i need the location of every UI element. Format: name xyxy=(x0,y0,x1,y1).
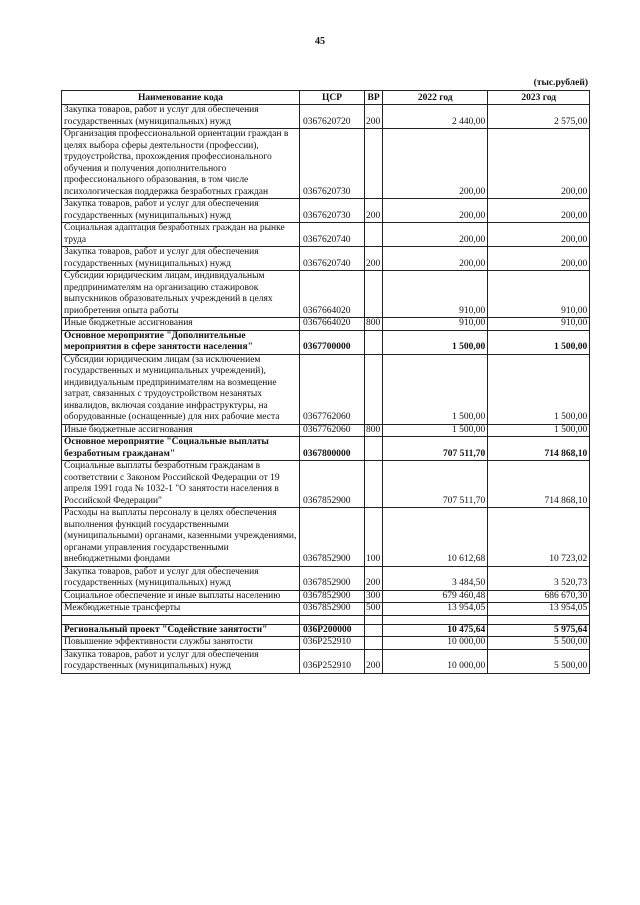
row-2022: 707 511,70 xyxy=(383,461,488,508)
row-2022: 10 000,00 xyxy=(383,649,488,673)
row-2023: 10 723,02 xyxy=(488,508,590,567)
row-2022: 200,00 xyxy=(383,247,488,271)
row-name: Межбюджетные трансферты xyxy=(62,603,300,616)
row-2023: 1 500,00 xyxy=(488,354,590,424)
row-2023: 714 868,10 xyxy=(488,437,590,461)
row-2023: 200,00 xyxy=(488,199,590,223)
row-2022: 1 500,00 xyxy=(383,424,488,437)
row-name: Повышение эффективности службы занятости xyxy=(62,637,300,650)
row-name: Основное мероприятие "Социальные выплаты безработным гражданам" xyxy=(62,437,300,461)
row-vr xyxy=(365,437,383,461)
row-2023: 3 520,73 xyxy=(488,566,590,590)
row-vr xyxy=(365,271,383,318)
row-vr: 300 xyxy=(365,590,383,603)
row-vr xyxy=(365,461,383,508)
row-vr xyxy=(365,624,383,637)
row-vr xyxy=(365,637,383,650)
header-2022: 2022 год xyxy=(383,91,488,105)
row-2022: 910,00 xyxy=(383,318,488,331)
table-row xyxy=(62,508,590,567)
row-2022: 200,00 xyxy=(383,199,488,223)
table-row xyxy=(62,590,590,603)
header-vr: ВР xyxy=(365,91,383,105)
row-2023: 714 868,10 xyxy=(488,461,590,508)
row-csr: 0367762060 xyxy=(300,354,365,424)
row-2023: 910,00 xyxy=(488,318,590,331)
row-2022: 1 500,00 xyxy=(383,354,488,424)
row-vr xyxy=(365,129,383,199)
row-2022: 13 954,05 xyxy=(383,603,488,616)
row-name: Субсидии юридическим лицам, индивидуальным предпринимателям на организацию стажировок выпускников образовательных учреждений в целях приобретения опыта работы xyxy=(62,271,300,318)
row-2023: 200,00 xyxy=(488,223,590,247)
row-2023: 5 500,00 xyxy=(488,637,590,650)
row-vr: 200 xyxy=(365,566,383,590)
row-2022 xyxy=(383,615,488,624)
row-csr: 036P252910 xyxy=(300,637,365,650)
row-csr: 0367700000 xyxy=(300,330,365,354)
row-name: Основное мероприятие "Дополнительные мероприятия в сфере занятости населения" xyxy=(62,330,300,354)
row-vr xyxy=(365,330,383,354)
row-name: Закупка товаров, работ и услуг для обеспечения государственных (муниципальных) нужд xyxy=(62,649,300,673)
row-name: Социальная адаптация безработных граждан на рынке труда xyxy=(62,223,300,247)
row-name: Организация профессиональной ориентации граждан в целях выбора сферы деятельности (профессии), трудоустройства, прохождения профессионального обучения и получения дополнительного профессионального образования, в том числе психологическая поддержка безработных граждан xyxy=(62,129,300,199)
row-csr: 0367852900 xyxy=(300,590,365,603)
row-csr: 0367852900 xyxy=(300,566,365,590)
table-row xyxy=(62,330,590,354)
row-2023 xyxy=(488,615,590,624)
row-name: Социальные выплаты безработным гражданам в соответствии с Законом Российской Федерации от 19 апреля 1991 года № 1032-1 "О занятости населения в Российской Федерации" xyxy=(62,461,300,508)
row-2023: 686 670,30 xyxy=(488,590,590,603)
row-name xyxy=(62,615,300,624)
table-row xyxy=(62,649,590,673)
row-name: Иные бюджетные ассигнования xyxy=(62,318,300,331)
row-2022: 200,00 xyxy=(383,223,488,247)
table-row xyxy=(62,354,590,424)
row-vr: 500 xyxy=(365,603,383,616)
row-vr: 200 xyxy=(365,105,383,129)
row-vr: 800 xyxy=(365,424,383,437)
row-2022: 10 475,64 xyxy=(383,624,488,637)
table-row xyxy=(62,271,590,318)
row-2022: 910,00 xyxy=(383,271,488,318)
row-2022: 10 000,00 xyxy=(383,637,488,650)
row-name: Субсидии юридическим лицам (за исключением государственных и муниципальных учреждений), индивидуальным предпринимателям на возмещение затрат, связанных с трудоустройством незанятых инвалидов, включая создание инфраструктуры, на оборудованные (оснащенные) для них рабочие места xyxy=(62,354,300,424)
table-row xyxy=(62,461,590,508)
table-row xyxy=(62,424,590,437)
row-vr: 800 xyxy=(365,318,383,331)
row-2022: 10 612,68 xyxy=(383,508,488,567)
row-2022: 1 500,00 xyxy=(383,330,488,354)
table-row xyxy=(62,624,590,637)
table-row xyxy=(62,637,590,650)
row-2022: 2 440,00 xyxy=(383,105,488,129)
row-vr xyxy=(365,223,383,247)
row-vr xyxy=(365,615,383,624)
row-vr: 100 xyxy=(365,508,383,567)
row-csr: 0367664020 xyxy=(300,318,365,331)
row-2023: 5 500,00 xyxy=(488,649,590,673)
row-csr: 0367852900 xyxy=(300,461,365,508)
table-row xyxy=(62,223,590,247)
table-row xyxy=(62,247,590,271)
table-body xyxy=(62,105,590,674)
row-csr: 036P200000 xyxy=(300,624,365,637)
row-name: Закупка товаров, работ и услуг для обеспечения государственных (муниципальных) нужд xyxy=(62,199,300,223)
row-csr: 0367852900 xyxy=(300,508,365,567)
table-row xyxy=(62,105,590,129)
row-2022: 707 511,70 xyxy=(383,437,488,461)
header-name: Наименование кода xyxy=(62,91,300,105)
table-row xyxy=(62,437,590,461)
row-name: Закупка товаров, работ и услуг для обеспечения государственных (муниципальных) нужд xyxy=(62,247,300,271)
row-name: Социальное обеспечение и иные выплаты населению xyxy=(62,590,300,603)
row-csr: 0367620730 xyxy=(300,129,365,199)
row-csr: 0367620730 xyxy=(300,199,365,223)
table-row xyxy=(62,603,590,616)
row-csr: 0367620740 xyxy=(300,247,365,271)
page-number: 45 xyxy=(315,36,325,47)
row-2023: 1 500,00 xyxy=(488,330,590,354)
table-row xyxy=(62,199,590,223)
row-csr: 0367800000 xyxy=(300,437,365,461)
row-name: Расходы на выплаты персоналу в целях обеспечения выполнения функций государственными (муниципальными) органами, казенными учреждениями, органами управления государственными внебюджетными фондами xyxy=(62,508,300,567)
row-name: Региональный проект "Содействие занятости" xyxy=(62,624,300,637)
row-2023: 910,00 xyxy=(488,271,590,318)
row-name: Закупка товаров, работ и услуг для обеспечения государственных (муниципальных) нужд xyxy=(62,105,300,129)
row-2022: 679 460,48 xyxy=(383,590,488,603)
table-row xyxy=(62,615,590,624)
table-row xyxy=(62,318,590,331)
row-2023: 5 975,64 xyxy=(488,624,590,637)
row-csr: 0367664020 xyxy=(300,271,365,318)
row-2023: 1 500,00 xyxy=(488,424,590,437)
row-2023: 13 954,05 xyxy=(488,603,590,616)
row-csr: 036P252910 xyxy=(300,649,365,673)
row-2023: 200,00 xyxy=(488,247,590,271)
row-name: Иные бюджетные ассигнования xyxy=(62,424,300,437)
row-vr xyxy=(365,354,383,424)
budget-table xyxy=(61,90,590,674)
row-2023: 200,00 xyxy=(488,129,590,199)
row-vr: 200 xyxy=(365,649,383,673)
units-label: (тыс.рублей) xyxy=(533,78,588,88)
row-vr: 200 xyxy=(365,247,383,271)
row-csr: 0367620740 xyxy=(300,223,365,247)
table-header-row xyxy=(62,91,590,105)
row-csr: 0367852900 xyxy=(300,603,365,616)
row-csr: 0367620720 xyxy=(300,105,365,129)
row-vr: 200 xyxy=(365,199,383,223)
row-2022: 200,00 xyxy=(383,129,488,199)
header-csr: ЦСР xyxy=(300,91,365,105)
row-name: Закупка товаров, работ и услуг для обеспечения государственных (муниципальных) нужд xyxy=(62,566,300,590)
row-2022: 3 484,50 xyxy=(383,566,488,590)
header-2023: 2023 год xyxy=(488,91,590,105)
table-row xyxy=(62,566,590,590)
row-csr: 0367762060 xyxy=(300,424,365,437)
row-2023: 2 575,00 xyxy=(488,105,590,129)
table-row xyxy=(62,129,590,199)
row-csr xyxy=(300,615,365,624)
